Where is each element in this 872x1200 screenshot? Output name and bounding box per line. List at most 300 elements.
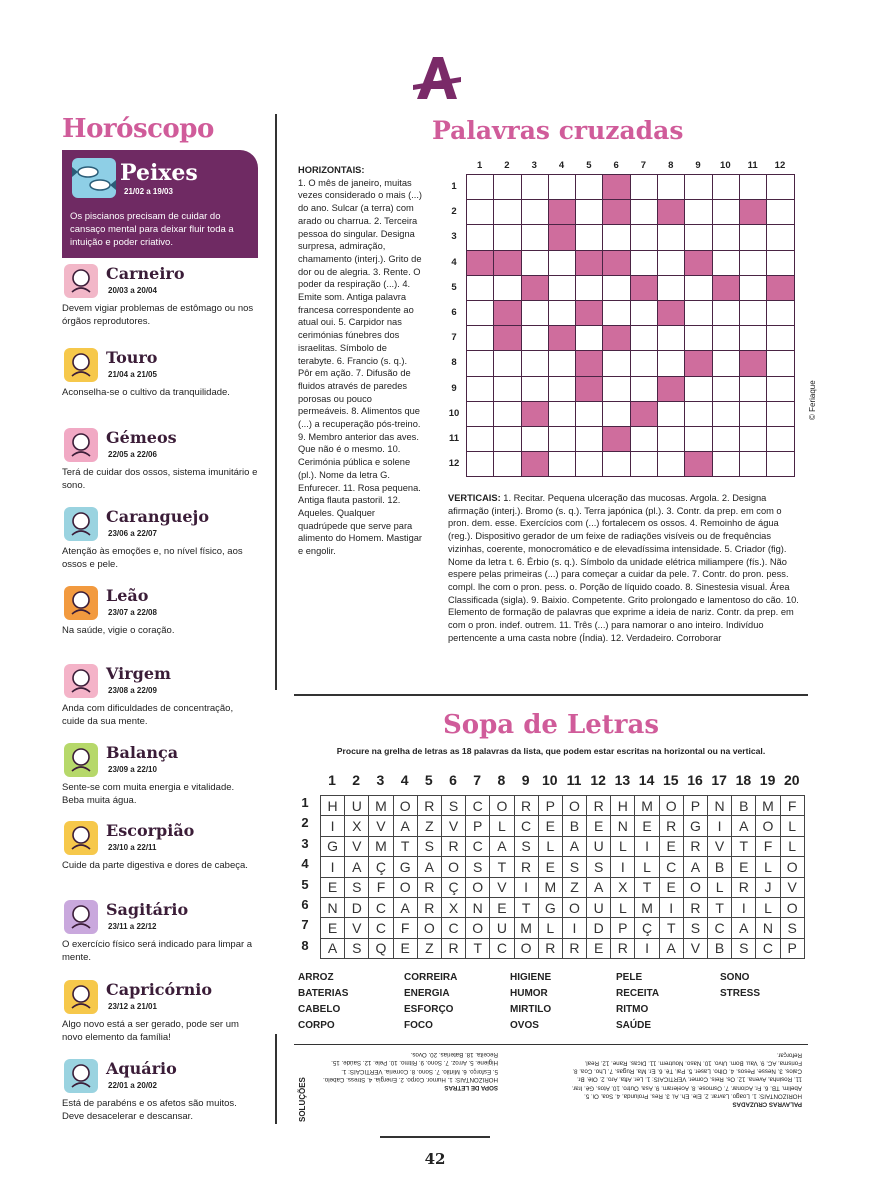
letter-cell[interactable]: T (635, 877, 659, 897)
letter-cell[interactable]: C (514, 816, 538, 836)
crossword-cell[interactable] (548, 175, 575, 200)
letter-cell[interactable]: A (587, 877, 611, 897)
crossword-cell[interactable] (494, 275, 521, 300)
letter-cell[interactable]: Q (369, 938, 393, 958)
letter-cell[interactable]: I (562, 918, 586, 938)
crossword-cell[interactable] (685, 225, 712, 250)
crossword-cell[interactable] (467, 225, 494, 250)
letter-cell[interactable]: I (732, 897, 756, 917)
crossword-cell[interactable] (767, 300, 794, 325)
crossword-cell[interactable] (712, 452, 739, 477)
letter-cell[interactable]: Ç (441, 877, 465, 897)
letter-cell[interactable]: I (659, 897, 683, 917)
letter-cell[interactable]: C (369, 918, 393, 938)
letter-cell[interactable]: M (369, 836, 393, 856)
crossword-cell[interactable] (767, 225, 794, 250)
crossword-cell[interactable] (630, 200, 657, 225)
letter-cell[interactable]: R (562, 938, 586, 958)
letter-cell[interactable]: E (635, 816, 659, 836)
crossword-cell[interactable] (521, 250, 548, 275)
letter-cell[interactable]: L (780, 836, 804, 856)
letter-cell[interactable]: A (490, 836, 514, 856)
letter-cell[interactable]: S (587, 857, 611, 877)
black-cell[interactable] (521, 452, 548, 477)
crossword-cell[interactable] (467, 200, 494, 225)
letter-cell[interactable]: H (321, 796, 345, 816)
letter-cell[interactable]: V (441, 816, 465, 836)
letter-cell[interactable]: V (708, 836, 732, 856)
letter-cell[interactable]: M (514, 918, 538, 938)
letter-cell[interactable]: L (708, 877, 732, 897)
crossword-cell[interactable] (630, 225, 657, 250)
letter-cell[interactable]: Z (562, 877, 586, 897)
crossword-cell[interactable] (467, 401, 494, 426)
letter-cell[interactable]: F (780, 796, 804, 816)
letter-cell[interactable]: S (732, 938, 756, 958)
letter-cell[interactable]: R (732, 877, 756, 897)
crossword-cell[interactable] (767, 452, 794, 477)
crossword-cell[interactable] (630, 426, 657, 451)
letter-cell[interactable]: O (562, 897, 586, 917)
letter-cell[interactable]: R (417, 877, 441, 897)
letter-cell[interactable]: N (756, 918, 780, 938)
letter-cell[interactable]: A (417, 857, 441, 877)
crossword-cell[interactable] (767, 326, 794, 351)
crossword-cell[interactable] (767, 250, 794, 275)
letter-cell[interactable]: P (611, 918, 635, 938)
crossword-cell[interactable] (576, 452, 603, 477)
letter-cell[interactable]: L (756, 857, 780, 877)
crossword-cell[interactable] (685, 426, 712, 451)
letter-cell[interactable]: S (345, 877, 369, 897)
letter-cell[interactable]: M (756, 796, 780, 816)
black-cell[interactable] (494, 250, 521, 275)
letter-cell[interactable]: O (466, 918, 490, 938)
letter-cell[interactable]: A (345, 857, 369, 877)
letter-cell[interactable]: T (490, 857, 514, 877)
letter-cell[interactable]: G (683, 816, 707, 836)
crossword-cell[interactable] (658, 401, 685, 426)
letter-cell[interactable]: O (780, 897, 804, 917)
crossword-cell[interactable] (712, 250, 739, 275)
letter-cell[interactable]: R (441, 938, 465, 958)
letter-cell[interactable]: S (562, 857, 586, 877)
letter-cell[interactable]: C (466, 796, 490, 816)
crossword-cell[interactable] (548, 452, 575, 477)
crossword-cell[interactable] (739, 175, 766, 200)
letter-cell[interactable]: E (732, 857, 756, 877)
black-cell[interactable] (685, 250, 712, 275)
letter-cell[interactable]: D (587, 918, 611, 938)
letter-cell[interactable]: C (708, 918, 732, 938)
crossword-cell[interactable] (548, 300, 575, 325)
letter-cell[interactable]: Ç (635, 918, 659, 938)
crossword-cell[interactable] (658, 426, 685, 451)
letter-cell[interactable]: A (683, 857, 707, 877)
black-cell[interactable] (576, 250, 603, 275)
crossword-cell[interactable] (630, 452, 657, 477)
crossword-cell[interactable] (739, 426, 766, 451)
letter-cell[interactable]: L (538, 836, 562, 856)
letter-cell[interactable]: D (345, 897, 369, 917)
black-cell[interactable] (603, 426, 630, 451)
letter-cell[interactable]: G (393, 857, 417, 877)
letter-cell[interactable]: E (538, 857, 562, 877)
crossword-cell[interactable] (548, 250, 575, 275)
crossword-cell[interactable] (685, 326, 712, 351)
letter-cell[interactable]: S (683, 918, 707, 938)
black-cell[interactable] (685, 452, 712, 477)
letter-cell[interactable]: G (538, 897, 562, 917)
crossword-cell[interactable] (685, 300, 712, 325)
letter-cell[interactable]: G (321, 836, 345, 856)
crossword-cell[interactable] (685, 200, 712, 225)
black-cell[interactable] (494, 300, 521, 325)
letter-cell[interactable]: O (466, 877, 490, 897)
letter-cell[interactable]: E (490, 897, 514, 917)
crossword-cell[interactable] (630, 250, 657, 275)
letter-cell[interactable]: E (321, 877, 345, 897)
letter-cell[interactable]: C (369, 897, 393, 917)
letter-cell[interactable]: O (393, 877, 417, 897)
letter-cell[interactable]: R (587, 796, 611, 816)
letter-cell[interactable]: N (466, 897, 490, 917)
letter-cell[interactable]: B (562, 816, 586, 836)
black-cell[interactable] (658, 200, 685, 225)
crossword-cell[interactable] (603, 452, 630, 477)
letter-cell[interactable]: S (780, 918, 804, 938)
black-cell[interactable] (521, 401, 548, 426)
crossword-cell[interactable] (630, 300, 657, 325)
black-cell[interactable] (658, 376, 685, 401)
letter-cell[interactable]: T (659, 918, 683, 938)
letter-cell[interactable]: L (538, 918, 562, 938)
black-cell[interactable] (603, 175, 630, 200)
crossword-cell[interactable] (467, 175, 494, 200)
crossword-cell[interactable] (494, 175, 521, 200)
letter-cell[interactable]: U (587, 897, 611, 917)
letter-cell[interactable]: A (321, 938, 345, 958)
letter-cell[interactable]: V (490, 877, 514, 897)
crossword-cell[interactable] (521, 376, 548, 401)
letter-cell[interactable]: R (683, 836, 707, 856)
letter-cell[interactable]: S (417, 836, 441, 856)
crossword-cell[interactable] (494, 426, 521, 451)
letter-cell[interactable]: O (393, 796, 417, 816)
crossword-cell[interactable] (739, 401, 766, 426)
letter-cell[interactable]: I (321, 816, 345, 836)
letter-cell[interactable]: C (441, 918, 465, 938)
letter-cell[interactable]: A (393, 897, 417, 917)
letter-cell[interactable]: E (659, 836, 683, 856)
crossword-cell[interactable] (603, 376, 630, 401)
crossword-cell[interactable] (521, 326, 548, 351)
letter-cell[interactable]: L (635, 857, 659, 877)
letter-cell[interactable]: B (708, 857, 732, 877)
letter-cell[interactable]: I (708, 816, 732, 836)
crossword-cell[interactable] (494, 452, 521, 477)
black-cell[interactable] (712, 275, 739, 300)
letter-cell[interactable]: I (635, 836, 659, 856)
letter-cell[interactable]: L (756, 897, 780, 917)
crossword-cell[interactable] (685, 175, 712, 200)
crossword-cell[interactable] (739, 275, 766, 300)
crossword-cell[interactable] (521, 200, 548, 225)
letter-cell[interactable]: T (466, 938, 490, 958)
letter-cell[interactable]: C (490, 938, 514, 958)
crossword-cell[interactable] (739, 250, 766, 275)
black-cell[interactable] (739, 200, 766, 225)
black-cell[interactable] (603, 200, 630, 225)
letter-cell[interactable]: P (683, 796, 707, 816)
letter-cell[interactable]: R (514, 857, 538, 877)
crossword-cell[interactable] (576, 426, 603, 451)
letter-cell[interactable]: R (441, 836, 465, 856)
black-cell[interactable] (576, 376, 603, 401)
letter-cell[interactable]: X (441, 897, 465, 917)
crossword-cell[interactable] (658, 250, 685, 275)
crossword-cell[interactable] (576, 401, 603, 426)
crossword-cell[interactable] (467, 426, 494, 451)
crossword-cell[interactable] (467, 275, 494, 300)
crossword-cell[interactable] (767, 351, 794, 376)
letter-cell[interactable]: M (369, 796, 393, 816)
letter-cell[interactable]: C (659, 857, 683, 877)
black-cell[interactable] (685, 351, 712, 376)
crossword-cell[interactable] (548, 351, 575, 376)
letter-cell[interactable]: A (732, 918, 756, 938)
letter-cell[interactable]: X (611, 877, 635, 897)
letter-cell[interactable]: O (441, 857, 465, 877)
crossword-cell[interactable] (712, 200, 739, 225)
crossword-cell[interactable] (630, 376, 657, 401)
letter-cell[interactable]: T (708, 897, 732, 917)
crossword-cell[interactable] (603, 300, 630, 325)
letter-cell[interactable]: R (538, 938, 562, 958)
letter-cell[interactable]: S (441, 796, 465, 816)
crossword-cell[interactable] (576, 275, 603, 300)
crossword-cell[interactable] (739, 452, 766, 477)
letter-cell[interactable]: F (393, 918, 417, 938)
crossword-cell[interactable] (548, 376, 575, 401)
crossword-cell[interactable] (630, 175, 657, 200)
crossword-cell[interactable] (767, 426, 794, 451)
letter-cell[interactable]: J (756, 877, 780, 897)
crossword-cell[interactable] (685, 376, 712, 401)
letter-cell[interactable]: O (756, 816, 780, 836)
letter-cell[interactable]: O (490, 796, 514, 816)
letter-cell[interactable]: L (780, 816, 804, 836)
crossword-cell[interactable] (494, 225, 521, 250)
crossword-cell[interactable] (658, 452, 685, 477)
crossword-cell[interactable] (712, 401, 739, 426)
crossword-cell[interactable] (658, 326, 685, 351)
crossword-cell[interactable] (630, 351, 657, 376)
letter-cell[interactable]: S (345, 938, 369, 958)
black-cell[interactable] (603, 326, 630, 351)
letter-cell[interactable]: N (611, 816, 635, 836)
letter-cell[interactable]: R (683, 897, 707, 917)
letter-cell[interactable]: I (321, 857, 345, 877)
letter-cell[interactable]: E (659, 877, 683, 897)
crossword-cell[interactable] (603, 401, 630, 426)
letter-cell[interactable]: R (611, 938, 635, 958)
letter-cell[interactable]: N (321, 897, 345, 917)
crossword-cell[interactable] (712, 351, 739, 376)
black-cell[interactable] (467, 250, 494, 275)
letter-cell[interactable]: L (490, 816, 514, 836)
letter-cell[interactable]: T (393, 836, 417, 856)
letter-cell[interactable]: Z (417, 816, 441, 836)
crossword-cell[interactable] (712, 300, 739, 325)
letter-cell[interactable]: Ç (369, 857, 393, 877)
letter-cell[interactable]: P (780, 938, 804, 958)
letter-cell[interactable]: T (514, 897, 538, 917)
letter-cell[interactable]: P (466, 816, 490, 836)
crossword-cell[interactable] (658, 275, 685, 300)
letter-cell[interactable]: B (732, 796, 756, 816)
crossword-cell[interactable] (658, 225, 685, 250)
crossword-cell[interactable] (712, 376, 739, 401)
crossword-cell[interactable] (658, 175, 685, 200)
letter-cell[interactable]: F (369, 877, 393, 897)
letter-cell[interactable]: O (562, 796, 586, 816)
black-cell[interactable] (576, 300, 603, 325)
letter-cell[interactable]: F (756, 836, 780, 856)
crossword-cell[interactable] (603, 225, 630, 250)
letter-cell[interactable]: L (611, 897, 635, 917)
crossword-cell[interactable] (685, 275, 712, 300)
letter-cell[interactable]: R (514, 796, 538, 816)
black-cell[interactable] (548, 225, 575, 250)
crossword-cell[interactable] (739, 326, 766, 351)
letter-cell[interactable]: E (587, 816, 611, 836)
black-cell[interactable] (548, 200, 575, 225)
black-cell[interactable] (548, 326, 575, 351)
crossword-cell[interactable] (658, 351, 685, 376)
crossword-cell[interactable] (576, 326, 603, 351)
letter-cell[interactable]: I (611, 857, 635, 877)
letter-cell[interactable]: V (683, 938, 707, 958)
crossword-cell[interactable] (685, 401, 712, 426)
crossword-cell[interactable] (521, 225, 548, 250)
letter-cell[interactable]: M (635, 897, 659, 917)
letter-cell[interactable]: O (514, 938, 538, 958)
black-cell[interactable] (521, 275, 548, 300)
crossword-cell[interactable] (712, 225, 739, 250)
letter-cell[interactable]: R (417, 796, 441, 816)
crossword-cell[interactable] (467, 351, 494, 376)
black-cell[interactable] (603, 250, 630, 275)
crossword-cell[interactable] (767, 175, 794, 200)
crossword-cell[interactable] (467, 300, 494, 325)
letter-cell[interactable]: L (611, 836, 635, 856)
letter-cell[interactable]: S (466, 857, 490, 877)
letter-cell[interactable]: Z (417, 938, 441, 958)
letter-cell[interactable]: V (369, 816, 393, 836)
letter-cell[interactable]: C (756, 938, 780, 958)
letter-cell[interactable]: U (587, 836, 611, 856)
letter-cell[interactable]: V (345, 836, 369, 856)
letter-cell[interactable]: A (732, 816, 756, 836)
letter-cell[interactable]: B (708, 938, 732, 958)
crossword-cell[interactable] (767, 200, 794, 225)
crossword-cell[interactable] (712, 326, 739, 351)
crossword-cell[interactable] (494, 401, 521, 426)
crossword-cell[interactable] (739, 300, 766, 325)
letter-cell[interactable]: E (538, 816, 562, 836)
crossword-cell[interactable] (494, 200, 521, 225)
black-cell[interactable] (576, 351, 603, 376)
letter-cell[interactable]: S (514, 836, 538, 856)
black-cell[interactable] (739, 351, 766, 376)
letter-cell[interactable]: T (732, 836, 756, 856)
letter-cell[interactable]: C (466, 836, 490, 856)
crossword-cell[interactable] (603, 351, 630, 376)
letter-cell[interactable]: O (417, 918, 441, 938)
crossword-cell[interactable] (548, 401, 575, 426)
letter-cell[interactable]: H (611, 796, 635, 816)
letter-cell[interactable]: E (393, 938, 417, 958)
letter-cell[interactable]: I (635, 938, 659, 958)
crossword-cell[interactable] (494, 351, 521, 376)
crossword-cell[interactable] (521, 426, 548, 451)
letter-cell[interactable]: O (659, 796, 683, 816)
crossword-cell[interactable] (521, 300, 548, 325)
black-cell[interactable] (658, 300, 685, 325)
crossword-cell[interactable] (576, 225, 603, 250)
letter-cell[interactable]: A (393, 816, 417, 836)
crossword-cell[interactable] (467, 326, 494, 351)
letter-cell[interactable]: V (780, 877, 804, 897)
letter-cell[interactable]: R (659, 816, 683, 836)
crossword-cell[interactable] (712, 426, 739, 451)
crossword-cell[interactable] (467, 452, 494, 477)
crossword-cell[interactable] (603, 275, 630, 300)
crossword-cell[interactable] (767, 401, 794, 426)
crossword-cell[interactable] (767, 376, 794, 401)
crossword-cell[interactable] (739, 225, 766, 250)
black-cell[interactable] (630, 275, 657, 300)
letter-cell[interactable]: P (538, 796, 562, 816)
letter-cell[interactable]: M (538, 877, 562, 897)
crossword-cell[interactable] (712, 175, 739, 200)
letter-cell[interactable]: X (345, 816, 369, 836)
letter-cell[interactable]: O (780, 857, 804, 877)
crossword-cell[interactable] (548, 275, 575, 300)
crossword-cell[interactable] (521, 175, 548, 200)
crossword-cell[interactable] (521, 351, 548, 376)
letter-cell[interactable]: U (490, 918, 514, 938)
crossword-cell[interactable] (494, 376, 521, 401)
crossword-cell[interactable] (630, 326, 657, 351)
crossword-cell[interactable] (739, 376, 766, 401)
black-cell[interactable] (767, 275, 794, 300)
letter-cell[interactable]: M (635, 796, 659, 816)
letter-cell[interactable]: N (708, 796, 732, 816)
crossword-cell[interactable] (548, 426, 575, 451)
letter-cell[interactable]: V (345, 918, 369, 938)
letter-cell[interactable]: U (345, 796, 369, 816)
letter-cell[interactable]: O (683, 877, 707, 897)
crossword-cell[interactable] (467, 376, 494, 401)
letter-cell[interactable]: A (659, 938, 683, 958)
letter-cell[interactable]: R (417, 897, 441, 917)
crossword-cell[interactable] (576, 200, 603, 225)
black-cell[interactable] (494, 326, 521, 351)
letter-cell[interactable]: E (587, 938, 611, 958)
crossword-cell[interactable] (576, 175, 603, 200)
